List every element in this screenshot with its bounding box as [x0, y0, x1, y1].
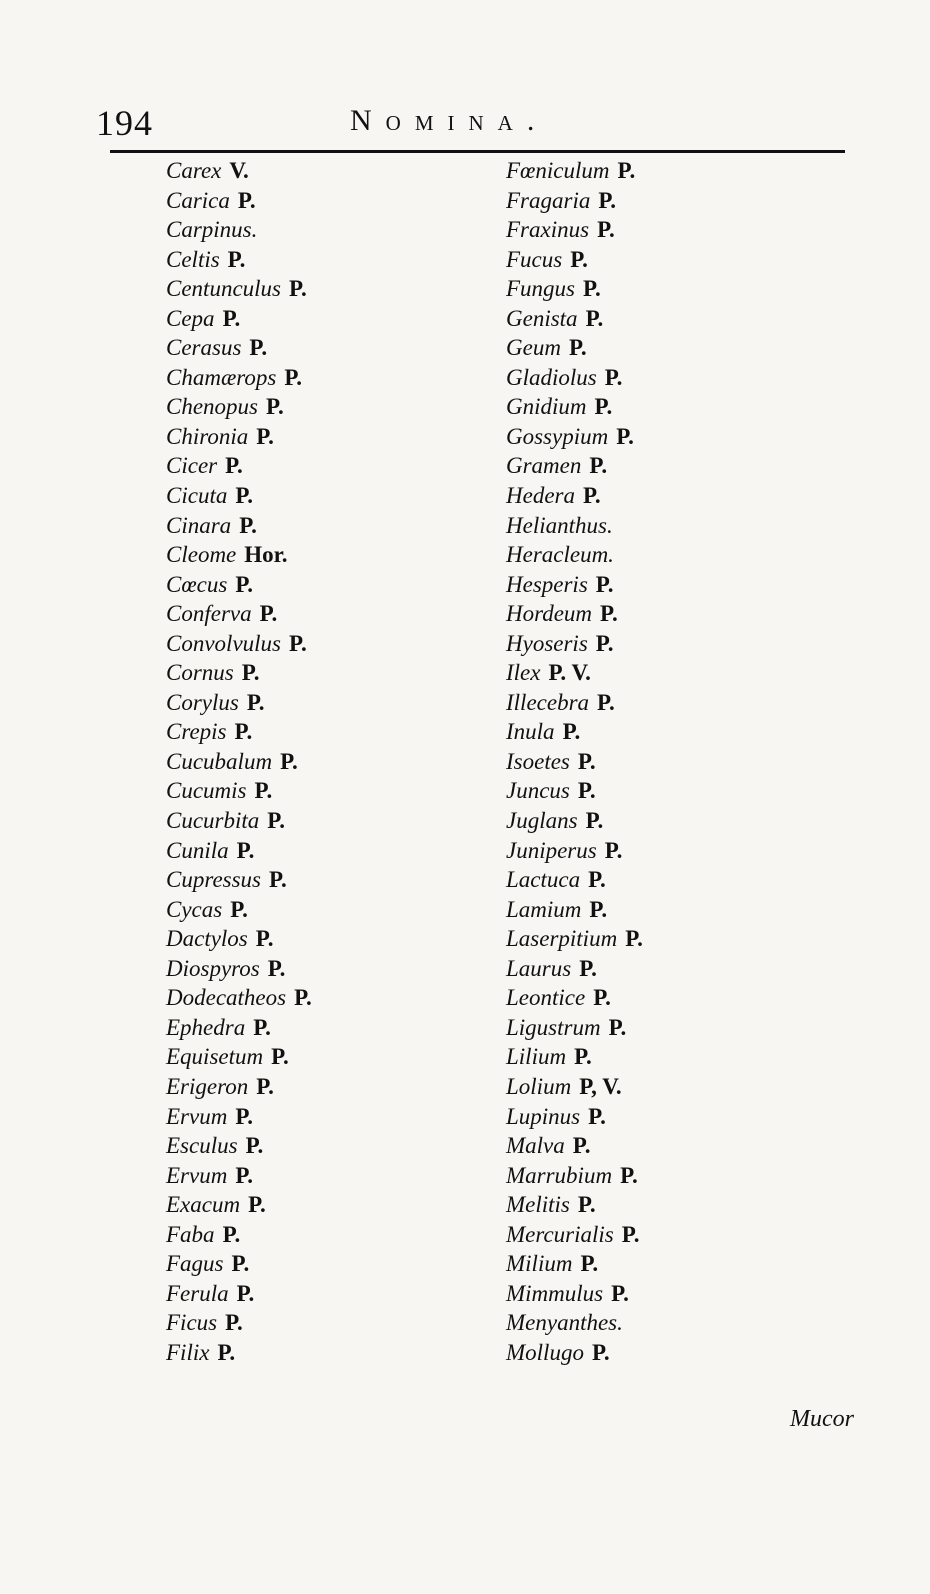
plant-name: Isoetes: [506, 748, 570, 774]
list-item: [506, 599, 643, 629]
source-code: P.: [280, 748, 298, 774]
plant-name: Diospyros: [166, 955, 260, 981]
source-code: P.: [259, 601, 278, 627]
list-item: [506, 954, 643, 984]
plant-name: Carpinus.: [166, 217, 258, 243]
source-code: P.: [595, 571, 614, 597]
source-code: P.: [577, 778, 596, 804]
plant-name: Cunila: [166, 837, 229, 863]
source-code: P.: [267, 955, 286, 981]
plant-name: Lactuca: [506, 867, 581, 893]
source-code: P.: [269, 867, 287, 893]
list-item: [506, 865, 643, 895]
plant-name: Cœcus: [166, 571, 228, 597]
source-code: P.: [591, 1339, 610, 1365]
plant-name: Illecebra: [506, 689, 590, 715]
list-item: [166, 599, 312, 629]
plant-name: Hesperis: [506, 571, 588, 597]
list-item: [166, 865, 312, 895]
plant-name: Cornus: [166, 660, 234, 686]
list-item: [506, 1338, 643, 1368]
list-item: [166, 1190, 312, 1220]
plant-name: Exacum: [166, 1192, 241, 1218]
plant-name: Fungus: [506, 276, 575, 302]
plant-name: Chamærops: [166, 364, 277, 390]
list-item: [166, 1249, 312, 1279]
list-item: [506, 333, 643, 363]
plant-name: Chenopus: [166, 394, 258, 420]
plant-name: Conferva: [166, 601, 252, 627]
running-head: Nomina.: [350, 104, 549, 137]
plant-name: Fœniculum: [506, 158, 610, 183]
plant-name: Convolvulus: [166, 630, 281, 656]
plant-name: Ligustrum: [506, 1014, 601, 1040]
list-item: [506, 1308, 643, 1338]
plant-name: Fraxinus: [506, 217, 590, 243]
source-code: P.: [235, 1103, 254, 1129]
list-item: [506, 983, 643, 1013]
plant-name: Chironia: [166, 423, 249, 449]
list-item: [506, 1013, 643, 1043]
source-code: P.: [620, 1162, 638, 1188]
list-item: [166, 481, 312, 511]
plant-name: Ervum: [166, 1103, 228, 1129]
list-item: [506, 511, 643, 541]
list-item: [506, 363, 643, 393]
list-item: [506, 924, 643, 954]
list-item: [166, 1102, 312, 1132]
source-code: P.: [249, 335, 268, 361]
source-code: P, V.: [579, 1073, 622, 1099]
list-item: [166, 954, 312, 984]
list-item: [166, 511, 312, 541]
list-item: [166, 333, 312, 363]
source-code: P.: [570, 246, 588, 272]
source-code: P.: [256, 1073, 274, 1099]
list-item: [166, 304, 312, 334]
plant-name: Lolium: [506, 1073, 572, 1099]
plant-name: Cucurbita: [166, 808, 260, 834]
plant-name: Marrubium: [506, 1162, 613, 1188]
list-item: [166, 1338, 312, 1368]
plant-name: Erigeron: [166, 1073, 249, 1099]
list-item: [166, 658, 312, 688]
catchword: Mucor: [790, 1406, 854, 1432]
source-code: P.: [597, 217, 615, 243]
plant-name: Hordeum: [506, 601, 593, 627]
source-code: P.: [621, 1221, 640, 1247]
plant-name: Centunculus: [166, 276, 281, 302]
source-code: P.: [611, 1280, 629, 1306]
plant-name: Cerasus: [166, 335, 242, 361]
list-item: [166, 392, 312, 422]
source-code: P.: [256, 423, 274, 449]
list-item: [166, 629, 312, 659]
source-code: P.: [594, 394, 613, 420]
source-code: P.: [271, 1044, 289, 1070]
source-code: P.: [246, 689, 265, 715]
source-code: P.: [236, 1280, 255, 1306]
plant-name: Cucumis: [166, 778, 247, 804]
plant-name: Juglans: [506, 808, 578, 834]
source-code: P.: [235, 483, 254, 509]
list-item: [506, 1161, 643, 1191]
list-item: [506, 304, 643, 334]
list-item: [166, 895, 312, 925]
list-item: [506, 658, 643, 688]
plant-name: Crepis: [166, 719, 227, 745]
plant-name: Melitis: [506, 1192, 570, 1218]
list-item: [166, 1013, 312, 1043]
source-code: P.: [254, 778, 273, 804]
source-code: P.: [580, 1251, 599, 1277]
source-code: P.: [589, 453, 608, 479]
plant-name: Lupinus: [506, 1103, 581, 1129]
plant-name: Cepa: [166, 305, 215, 331]
plant-name: Cucubalum: [166, 748, 273, 774]
source-code: P.: [289, 276, 307, 302]
plant-name: Mimmulus: [506, 1280, 604, 1306]
list-item: [506, 186, 643, 216]
source-code: P.: [289, 630, 307, 656]
list-item: [166, 717, 312, 747]
plant-name: Mercurialis: [506, 1221, 614, 1247]
plant-name: Ficus: [166, 1310, 218, 1336]
source-code: P.: [235, 1162, 254, 1188]
source-code: P.: [593, 985, 611, 1011]
source-code: P.: [235, 571, 254, 597]
list-item: [506, 1042, 643, 1072]
source-code: P.: [588, 867, 606, 893]
plant-name: Cicuta: [166, 483, 228, 509]
source-code: P.: [234, 719, 253, 745]
list-item: [506, 451, 643, 481]
list-item: [166, 1072, 312, 1102]
list-item: [166, 451, 312, 481]
list-item: [166, 1042, 312, 1072]
plant-name: Lilium: [506, 1044, 567, 1070]
source-code: P.: [585, 305, 604, 331]
source-code: P.: [600, 601, 618, 627]
source-code: P.: [266, 394, 284, 420]
list-item: [166, 1220, 312, 1250]
source-code: P.: [222, 1221, 241, 1247]
list-item: [166, 836, 312, 866]
list-item: [166, 363, 312, 393]
source-code: P.: [617, 158, 636, 183]
source-code: V.: [229, 158, 249, 183]
list-item: [166, 806, 312, 836]
source-code: P.: [222, 305, 241, 331]
source-code: P.: [239, 512, 257, 538]
page-number: 194: [96, 103, 153, 143]
list-item: [166, 924, 312, 954]
plant-name: Cinara: [166, 512, 232, 538]
list-item: [506, 836, 643, 866]
plant-name: Esculus: [166, 1133, 238, 1159]
source-code: P.: [231, 1251, 250, 1277]
source-code: P.: [604, 364, 623, 390]
list-item: [506, 245, 643, 275]
plant-name: Menyanthes.: [506, 1310, 623, 1336]
list-item: [506, 717, 643, 747]
plant-name: Hyoseris: [506, 630, 588, 656]
list-item: [506, 422, 643, 452]
source-code: P.: [574, 1044, 592, 1070]
source-code: P.: [294, 985, 312, 1011]
source-code: P.: [230, 896, 248, 922]
plant-name: Mollugo: [506, 1339, 584, 1365]
list-item: [166, 215, 312, 245]
list-item: [166, 156, 312, 186]
source-code: P.: [585, 808, 604, 834]
source-code: P.: [568, 335, 587, 361]
list-item: [166, 1161, 312, 1191]
plant-name: Laurus: [506, 955, 572, 981]
source-code: P.: [255, 926, 274, 952]
plant-name: Cleome: [166, 542, 237, 568]
plant-name: Leontice: [506, 985, 586, 1011]
plant-name: Carex: [166, 158, 222, 183]
plant-name: Ferula: [166, 1280, 229, 1306]
list-item: [166, 747, 312, 777]
source-code: P.: [227, 246, 246, 272]
list-item: [506, 629, 643, 659]
source-code: P.: [604, 837, 623, 863]
source-code: P.: [625, 926, 643, 952]
list-item: [506, 688, 643, 718]
plant-name: Filix: [166, 1339, 210, 1365]
list-item: [506, 895, 643, 925]
list-item: [166, 274, 312, 304]
source-code: P.: [608, 1014, 627, 1040]
list-item: [506, 215, 643, 245]
list-item: [506, 1279, 643, 1309]
plant-name: Inula: [506, 719, 555, 745]
list-item: [506, 570, 643, 600]
source-code: P.: [577, 748, 596, 774]
list-item: [506, 1220, 643, 1250]
source-code: P.: [237, 187, 256, 213]
source-code: P.: [598, 187, 617, 213]
plant-name: Geum: [506, 335, 561, 361]
source-code: P.: [589, 896, 608, 922]
left-column: [166, 156, 312, 1367]
right-column: [506, 156, 643, 1367]
plant-name: Gramen: [506, 453, 582, 479]
list-item: [506, 274, 643, 304]
source-code: P.: [267, 808, 285, 834]
plant-name: Heracleum.: [506, 542, 614, 568]
list-item: [166, 1131, 312, 1161]
list-item: [506, 1131, 643, 1161]
plant-name: Milium: [506, 1251, 573, 1277]
list-item: [506, 747, 643, 777]
source-code: Hor.: [244, 542, 288, 568]
plant-name: Genista: [506, 305, 578, 331]
plant-name: Laserpitium: [506, 926, 618, 952]
list-item: [506, 481, 643, 511]
plant-name: Ephedra: [166, 1014, 246, 1040]
plant-name: Fagus: [166, 1251, 224, 1277]
source-code: P.: [595, 630, 614, 656]
source-code: P.: [253, 1014, 271, 1040]
plant-name: Gladiolus: [506, 364, 597, 390]
list-item: [506, 1190, 643, 1220]
source-code: P.: [217, 1339, 236, 1365]
source-code: P. V.: [548, 660, 591, 686]
plant-name: Celtis: [166, 246, 220, 272]
list-item: [166, 540, 312, 570]
plant-name: Dactylos: [166, 926, 248, 952]
plant-name: Hedera: [506, 483, 575, 509]
header-rule: [110, 150, 845, 153]
source-code: P.: [616, 423, 634, 449]
list-item: [506, 776, 643, 806]
source-code: P.: [225, 453, 243, 479]
source-code: P.: [582, 483, 601, 509]
source-code: P.: [588, 1103, 606, 1129]
plant-name: Carica: [166, 187, 230, 213]
plant-name: Fragaria: [506, 187, 591, 213]
source-code: P.: [248, 1192, 266, 1218]
source-code: P.: [562, 719, 581, 745]
list-item: [166, 983, 312, 1013]
plant-name: Cycas: [166, 896, 223, 922]
plant-name: Ilex: [506, 660, 541, 686]
plant-name: Helianthus.: [506, 512, 613, 538]
list-item: [166, 245, 312, 275]
source-code: P.: [284, 364, 303, 390]
plant-name: Lamium: [506, 896, 582, 922]
plant-name: Corylus: [166, 689, 239, 715]
list-item: [166, 1279, 312, 1309]
plant-name: Juniperus: [506, 837, 597, 863]
list-item: [166, 776, 312, 806]
plant-name: Fucus: [506, 246, 563, 272]
plant-name: Ervum: [166, 1162, 228, 1188]
plant-name: Juncus: [506, 778, 570, 804]
list-item: [506, 806, 643, 836]
source-code: P.: [245, 1133, 264, 1159]
plant-name: Equisetum: [166, 1044, 264, 1070]
source-code: P.: [572, 1133, 591, 1159]
list-item: [166, 186, 312, 216]
list-item: [506, 1072, 643, 1102]
plant-name: Cupressus: [166, 867, 261, 893]
list-item: [166, 570, 312, 600]
plant-name: Gossypium: [506, 423, 609, 449]
list-item: [166, 688, 312, 718]
plant-name: Malva: [506, 1133, 565, 1159]
plant-name: Cicer: [166, 453, 218, 479]
source-code: P.: [577, 1192, 596, 1218]
source-code: P.: [579, 955, 597, 981]
source-code: P.: [225, 1310, 243, 1336]
list-item: [166, 422, 312, 452]
list-item: [506, 1249, 643, 1279]
list-item: [506, 540, 643, 570]
plant-name: Gnidium: [506, 394, 587, 420]
plant-name: Faba: [166, 1221, 215, 1247]
source-code: P.: [241, 660, 260, 686]
plant-name: Dodecatheos: [166, 985, 287, 1011]
source-code: P.: [597, 689, 615, 715]
list-item: [166, 1308, 312, 1338]
source-code: P.: [583, 276, 601, 302]
list-item: [506, 392, 643, 422]
source-code: P.: [236, 837, 255, 863]
list-item: [506, 156, 643, 186]
list-item: [506, 1102, 643, 1132]
